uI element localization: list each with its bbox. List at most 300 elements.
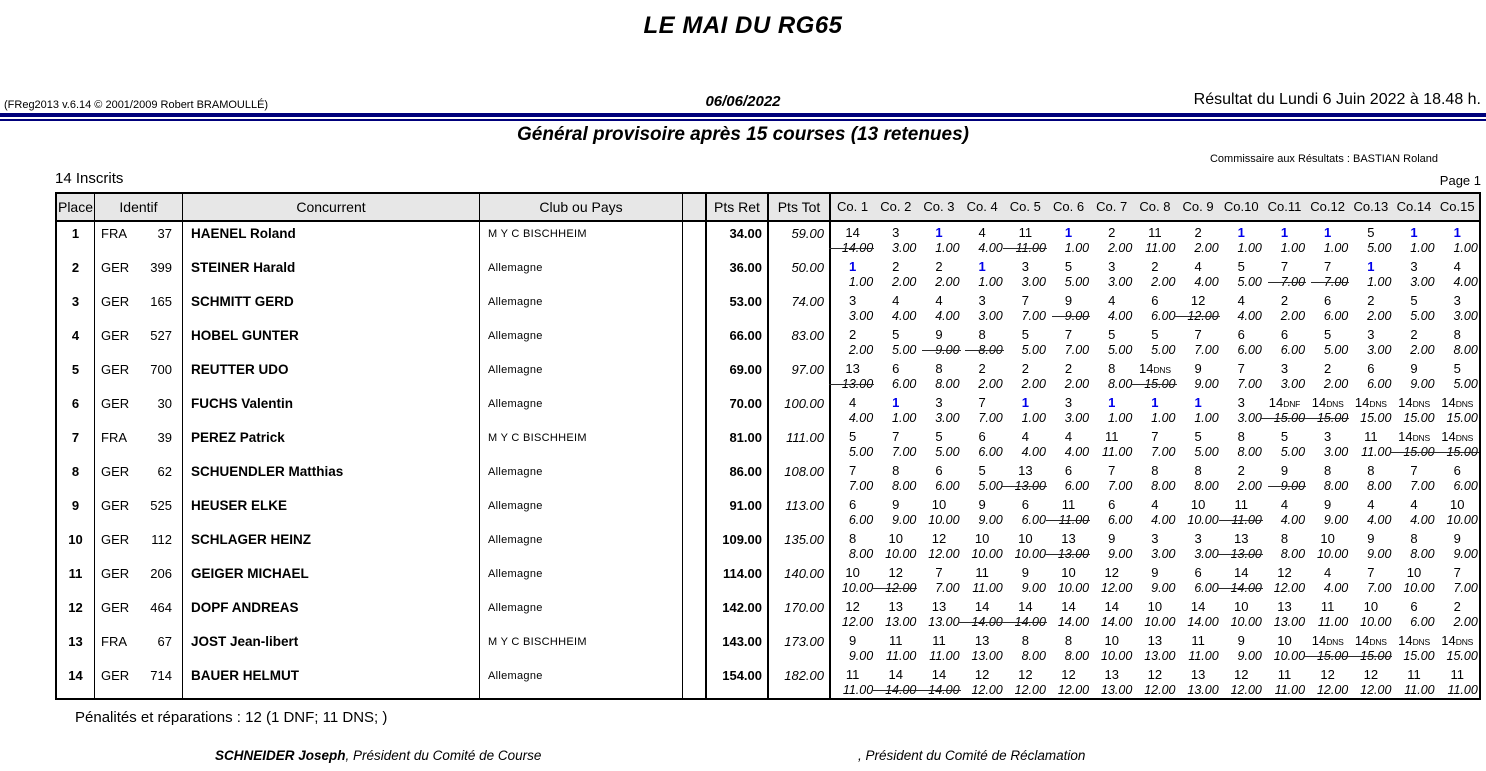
- race-position: 11: [1277, 667, 1292, 682]
- rank-cell: 10: [57, 528, 95, 562]
- race-position: 13: [1277, 599, 1292, 614]
- race-position: 2: [1453, 599, 1461, 614]
- sail-number: 399: [150, 260, 172, 275]
- race-points: [1133, 479, 1176, 493]
- race-points-value: 7.00: [1280, 275, 1306, 289]
- race-points: [1004, 513, 1047, 527]
- race-score-cell: [831, 528, 874, 562]
- points-retained: 70.00: [707, 392, 769, 426]
- race-score-cell: [874, 494, 917, 528]
- race-points: [1263, 581, 1306, 595]
- race-points: [1263, 615, 1306, 629]
- race-points: [961, 241, 1004, 255]
- race-position: 10: [1320, 531, 1335, 546]
- race-points: [874, 377, 917, 391]
- race-position: 9: [1194, 361, 1202, 376]
- race-score-cell: [831, 494, 874, 528]
- race-points-value: 11.00: [886, 649, 917, 663]
- spacer-cell: [683, 426, 707, 460]
- race-points: [1263, 649, 1306, 663]
- race-points: [1220, 275, 1263, 289]
- race-points: [1306, 377, 1349, 391]
- race-position: 10: [1277, 633, 1292, 648]
- race-points: [1090, 513, 1133, 527]
- race-position: 2: [1367, 293, 1375, 308]
- race-score-cell: [1177, 664, 1220, 698]
- race-scores: [831, 664, 1479, 698]
- race-score-cell: [1177, 596, 1220, 630]
- race-points-value: 6.00: [1107, 513, 1133, 527]
- race-points: [874, 615, 917, 629]
- header-concurrent: Concurrent: [183, 194, 480, 220]
- results-commissioner: Commissaire aux Résultats : BASTIAN Roland: [1209, 153, 1438, 165]
- competitor-name: GEIGER MICHAEL: [183, 562, 480, 596]
- race-score-cell: [1263, 460, 1306, 494]
- race-column-header: Co. 9: [1182, 199, 1214, 214]
- race-score-cell: [1436, 426, 1479, 460]
- race-points: [874, 581, 917, 595]
- race-score-cell: [1133, 324, 1176, 358]
- race-score-cell: [1220, 290, 1263, 324]
- race-points-value: 5.00: [1323, 343, 1349, 357]
- race-position: 4: [1194, 259, 1202, 274]
- race-score-cell: [1436, 596, 1479, 630]
- race-position: 7: [1410, 463, 1418, 478]
- race-points: [831, 513, 874, 527]
- race-position: 12: [1277, 565, 1292, 580]
- race-points-value: 2.00: [892, 275, 917, 289]
- race-position: 2: [1194, 225, 1202, 240]
- race-position: 7: [1021, 293, 1029, 308]
- race-committee-role: , Président du Comité de Course: [345, 748, 542, 763]
- race-points-value: 2.00: [848, 343, 874, 357]
- club-name: Allemagne: [480, 494, 683, 528]
- race-points: [1349, 377, 1392, 391]
- race-points: [1004, 547, 1047, 561]
- race-position: 10: [974, 531, 990, 546]
- identif-cell: [95, 460, 183, 494]
- race-score-cell: [1090, 494, 1133, 528]
- race-points: [1306, 547, 1349, 561]
- race-position: 6: [1194, 565, 1202, 580]
- race-points-value: 9.00: [1410, 377, 1435, 391]
- race-score-cell: [1306, 596, 1349, 630]
- race-points-value: 14.00: [1187, 615, 1219, 629]
- result-row: [57, 392, 1479, 426]
- spacer-cell: [683, 664, 707, 698]
- race-points: [1047, 445, 1090, 459]
- result-row: [57, 528, 1479, 562]
- race-points-value: 12.00: [841, 615, 874, 629]
- race-points: [961, 445, 1004, 459]
- rank-cell: 6: [57, 392, 95, 426]
- race-headers: [831, 194, 1479, 220]
- race-score-cell: [961, 494, 1004, 528]
- race-points-value: 4.00: [1151, 513, 1176, 527]
- race-points-value: 11.00: [1101, 445, 1133, 459]
- race-score-cell: [1090, 222, 1133, 256]
- race-points-value: 10.00: [1316, 547, 1349, 561]
- race-status-code: DNS: [1153, 365, 1171, 375]
- race-points-value: 11.00: [1447, 683, 1478, 697]
- race-position: 8: [848, 531, 857, 546]
- race-points-value: 7.00: [1107, 479, 1133, 493]
- race-points-value: 12.00: [1273, 581, 1306, 595]
- race-points-value: 1.00: [848, 275, 874, 289]
- sail-number: 112: [151, 532, 172, 547]
- race-score-cell: [1004, 324, 1047, 358]
- identif-cell: [95, 664, 183, 698]
- race-points: [1306, 309, 1349, 323]
- race-position: 12: [845, 599, 860, 614]
- race-points: [1220, 241, 1263, 255]
- race-points: [874, 513, 917, 527]
- country-code: FRA: [101, 634, 127, 649]
- race-status-code: DNS: [1412, 433, 1430, 443]
- race-points: [1349, 513, 1392, 527]
- race-score-cell: [1349, 562, 1392, 596]
- result-row: [57, 460, 1479, 494]
- race-scores: [831, 290, 1479, 324]
- race-position: 5: [978, 463, 986, 478]
- race-points: [1133, 513, 1176, 527]
- race-position: 1: [1453, 225, 1461, 240]
- race-points: [1177, 649, 1220, 663]
- race-score-cell: [1047, 256, 1090, 290]
- race-position: 10: [1018, 531, 1033, 546]
- penalties-note: Pénalités et réparations : 12 (1 DNF; 11 DNS; ): [75, 709, 388, 726]
- race-score-cell: [1263, 222, 1306, 256]
- race-points: [831, 683, 874, 697]
- race-points-value: 1.00: [1323, 241, 1349, 255]
- race-points-value: 15.00: [1446, 411, 1478, 425]
- race-points-value: 11.00: [929, 649, 960, 663]
- competitor-name: SCHMITT GERD: [183, 290, 480, 324]
- race-position: 12: [1061, 667, 1076, 682]
- race-score-cell: [1090, 562, 1133, 596]
- race-points-value: 2.00: [1453, 615, 1478, 629]
- race-scores: [831, 630, 1479, 664]
- race-points-value: 15.00: [1446, 649, 1478, 663]
- sail-number: 714: [150, 668, 172, 683]
- race-points: [1392, 513, 1435, 527]
- race-points: [1349, 649, 1392, 663]
- race-score-cell: [1392, 494, 1435, 528]
- race-position: 5: [1237, 259, 1245, 274]
- race-points: [1263, 343, 1306, 357]
- race-score-cell: [1004, 460, 1047, 494]
- race-points-value: 8.00: [1323, 479, 1349, 493]
- club-name: Allemagne: [480, 460, 683, 494]
- points-retained: 154.00: [707, 664, 769, 698]
- race-points-value: 9.00: [1323, 513, 1349, 527]
- race-points-value: 7.00: [1237, 377, 1262, 391]
- race-position: 9: [1453, 531, 1461, 546]
- result-row: [57, 630, 1479, 664]
- race-points-value: 3.00: [1367, 343, 1392, 357]
- spacer-cell: [683, 562, 707, 596]
- race-score-cell: [917, 392, 960, 426]
- race-points: [1004, 241, 1047, 255]
- race-position: 12: [974, 667, 990, 682]
- race-points: [1133, 343, 1176, 357]
- points-total: 83.00: [769, 324, 831, 358]
- race-points-value: 13.00: [928, 615, 960, 629]
- race-points: [917, 411, 960, 425]
- race-position: 14DNS: [1441, 633, 1474, 648]
- race-points: [961, 683, 1004, 697]
- race-score-cell: [1220, 222, 1263, 256]
- race-position: 11: [1191, 633, 1205, 648]
- race-score-cell: [1220, 460, 1263, 494]
- race-points-value: 9.00: [1453, 547, 1478, 561]
- race-score-cell: [961, 290, 1004, 324]
- club-name: Allemagne: [480, 290, 683, 324]
- race-points-value: 8.00: [1367, 479, 1392, 493]
- race-position: 4: [935, 293, 943, 308]
- race-points: [1220, 615, 1263, 629]
- race-points: [1133, 445, 1176, 459]
- race-score-cell: [1349, 256, 1392, 290]
- race-score-cell: [1306, 290, 1349, 324]
- race-column-header: Co. 6: [1052, 199, 1085, 214]
- race-position: 11: [1018, 225, 1033, 240]
- points-total: 135.00: [769, 528, 831, 562]
- rank-cell: 3: [57, 290, 95, 324]
- race-position: 1: [1108, 395, 1116, 410]
- race-score-cell: [1177, 494, 1220, 528]
- race-position: 8: [1324, 463, 1332, 478]
- race-points: [1177, 343, 1220, 357]
- race-position: 7: [1108, 463, 1116, 478]
- page-number: Page 1: [1439, 173, 1481, 188]
- country-code: GER: [101, 532, 130, 547]
- race-score-cell: [1220, 494, 1263, 528]
- race-position: 12: [1363, 667, 1379, 682]
- points-total: 74.00: [769, 290, 831, 324]
- points-total: 182.00: [769, 664, 831, 698]
- race-points-value: 9.00: [1151, 581, 1176, 595]
- race-position: 5: [1410, 293, 1418, 308]
- race-points: [1004, 275, 1047, 289]
- race-points: [1220, 411, 1263, 425]
- race-position: 10: [1104, 633, 1119, 648]
- race-position: 12: [1018, 667, 1033, 682]
- race-points: [917, 309, 960, 323]
- race-points: [917, 343, 960, 357]
- race-position: 7: [1237, 361, 1245, 376]
- race-position: 6: [1453, 463, 1461, 478]
- race-position: 5: [892, 327, 900, 342]
- race-points-value: 8.00: [935, 377, 960, 391]
- race-position: 5: [1280, 429, 1289, 444]
- race-scores: [831, 222, 1479, 256]
- race-points: [917, 683, 960, 697]
- race-points: [1349, 241, 1392, 255]
- race-points-value: 6.00: [1367, 377, 1392, 391]
- result-row: [57, 426, 1479, 460]
- race-points: [831, 343, 874, 357]
- race-points: [1004, 683, 1047, 697]
- race-points-value: 11.00: [1361, 445, 1392, 459]
- race-points-value: 2.00: [1064, 377, 1090, 391]
- race-score-cell: [1177, 630, 1220, 664]
- race-score-cell: [917, 562, 960, 596]
- ranking-subtitle: Général provisoire après 15 courses (13 retenues): [517, 124, 969, 145]
- race-position: 7: [1453, 565, 1461, 580]
- race-score-cell: [1004, 494, 1047, 528]
- race-position: 13: [1234, 531, 1249, 546]
- club-name: M Y C BISCHHEIM: [480, 630, 683, 664]
- race-points-value: 8.00: [1237, 445, 1262, 459]
- competitor-name: SCHLAGER HEINZ: [183, 528, 480, 562]
- race-points-value: 12.00: [1230, 683, 1262, 697]
- spacer-cell: [683, 324, 707, 358]
- race-scores: [831, 494, 1479, 528]
- race-position: 11: [1104, 429, 1119, 444]
- race-points: [1220, 445, 1263, 459]
- race-position: 8: [1108, 361, 1116, 376]
- race-scores: [831, 392, 1479, 426]
- race-points-value: 3.00: [1194, 547, 1219, 561]
- race-points-value: 15.00: [1360, 649, 1392, 663]
- race-column-header: Co. 7: [1096, 199, 1128, 214]
- rank-cell: 5: [57, 358, 95, 392]
- race-score-cell: [1133, 630, 1176, 664]
- race-points: [1306, 479, 1349, 493]
- race-score-cell: [1133, 664, 1176, 698]
- race-position: 7: [1324, 259, 1332, 274]
- race-points-value: 6.00: [848, 513, 874, 527]
- race-points-value: 2.00: [1107, 241, 1133, 255]
- race-position: 2: [1151, 259, 1159, 274]
- club-name: Allemagne: [480, 256, 683, 290]
- race-points: [1392, 343, 1435, 357]
- race-points-value: 4.00: [1323, 581, 1349, 595]
- sail-number: 525: [150, 498, 172, 513]
- country-code: GER: [101, 328, 130, 343]
- race-score-cell: [1133, 494, 1176, 528]
- points-total: 50.00: [769, 256, 831, 290]
- race-points: [1436, 343, 1479, 357]
- race-points-value: 6.00: [1323, 309, 1349, 323]
- race-points-value: 9.00: [1367, 547, 1392, 561]
- race-position: 3: [848, 293, 857, 308]
- race-points: [1436, 479, 1479, 493]
- race-points-value: 8.00: [1194, 479, 1219, 493]
- race-score-cell: [961, 392, 1004, 426]
- spacer-cell: [683, 256, 707, 290]
- race-position: 2: [892, 259, 900, 274]
- race-score-cell: [1177, 392, 1220, 426]
- race-points: [1220, 343, 1263, 357]
- race-position: 9: [1108, 531, 1116, 546]
- race-points: [1177, 683, 1220, 697]
- race-points-value: 1.00: [935, 241, 960, 255]
- points-total: 170.00: [769, 596, 831, 630]
- race-position: 8: [1064, 633, 1073, 648]
- race-points: [1263, 445, 1306, 459]
- sail-number: 39: [157, 430, 172, 445]
- race-score-cell: [1436, 324, 1479, 358]
- race-committee-name: SCHNEIDER Joseph: [215, 748, 346, 763]
- race-position: 11: [1061, 497, 1076, 512]
- race-score-cell: [1004, 664, 1047, 698]
- race-points: [831, 275, 874, 289]
- race-score-cell: [1436, 358, 1479, 392]
- race-points: [961, 615, 1004, 629]
- race-points: [1090, 309, 1133, 323]
- race-score-cell: [917, 596, 960, 630]
- race-score-cell: [1133, 528, 1176, 562]
- race-position: 14DNS: [1354, 395, 1387, 410]
- race-points-value: 5.00: [1410, 309, 1435, 323]
- race-score-cell: [1220, 562, 1263, 596]
- rank-cell: 13: [57, 630, 95, 664]
- competitor-name: JOST Jean-libert: [183, 630, 480, 664]
- race-position: 7: [1280, 259, 1289, 274]
- race-score-cell: [1047, 528, 1090, 562]
- race-position: 6: [1064, 463, 1073, 478]
- race-points: [1349, 479, 1392, 493]
- race-column-header: Co.11: [1267, 199, 1302, 214]
- race-score-cell: [1004, 392, 1047, 426]
- race-points-value: 4.00: [1280, 513, 1306, 527]
- race-column-header: Co. 3: [923, 199, 955, 214]
- race-points-value: 4.00: [1107, 309, 1133, 323]
- race-points: [1177, 547, 1220, 561]
- race-points-value: 7.00: [1323, 275, 1349, 289]
- race-position: 6: [1367, 361, 1375, 376]
- race-points: [831, 411, 874, 425]
- sail-number: 37: [157, 226, 172, 241]
- club-name: M Y C BISCHHEIM: [480, 426, 683, 460]
- race-points-value: 4.00: [1064, 445, 1090, 459]
- race-position: 10: [931, 497, 947, 512]
- points-retained: 34.00: [707, 222, 769, 256]
- race-points: [1177, 581, 1220, 595]
- race-points: [961, 343, 1004, 357]
- race-points-value: 10.00: [1360, 615, 1392, 629]
- race-score-cell: [1047, 596, 1090, 630]
- points-total: 140.00: [769, 562, 831, 596]
- race-points-value: 11.00: [972, 581, 1003, 595]
- competitor-name: REUTTER UDO: [183, 358, 480, 392]
- result-row: [57, 596, 1479, 630]
- race-points-value: 12.00: [1360, 683, 1392, 697]
- race-score-cell: [1349, 596, 1392, 630]
- race-position: 10: [1449, 497, 1465, 512]
- points-retained: 66.00: [707, 324, 769, 358]
- race-score-cell: [1090, 290, 1133, 324]
- race-score-cell: [1177, 324, 1220, 358]
- race-score-cell: [1047, 426, 1090, 460]
- rank-cell: 2: [57, 256, 95, 290]
- race-score-cell: [831, 562, 874, 596]
- race-score-cell: [1392, 528, 1435, 562]
- race-position: 8: [978, 327, 986, 342]
- race-position: 10: [1147, 599, 1163, 614]
- points-total: 97.00: [769, 358, 831, 392]
- race-position: 9: [1280, 463, 1289, 478]
- race-points-value: 13.00: [1057, 547, 1090, 561]
- race-score-cell: [1004, 562, 1047, 596]
- race-points-value: 10.00: [1446, 513, 1478, 527]
- race-points: [1133, 309, 1176, 323]
- race-score-cell: [874, 256, 917, 290]
- race-position: 5: [1324, 327, 1332, 342]
- race-points-value: 12.00: [1014, 683, 1046, 697]
